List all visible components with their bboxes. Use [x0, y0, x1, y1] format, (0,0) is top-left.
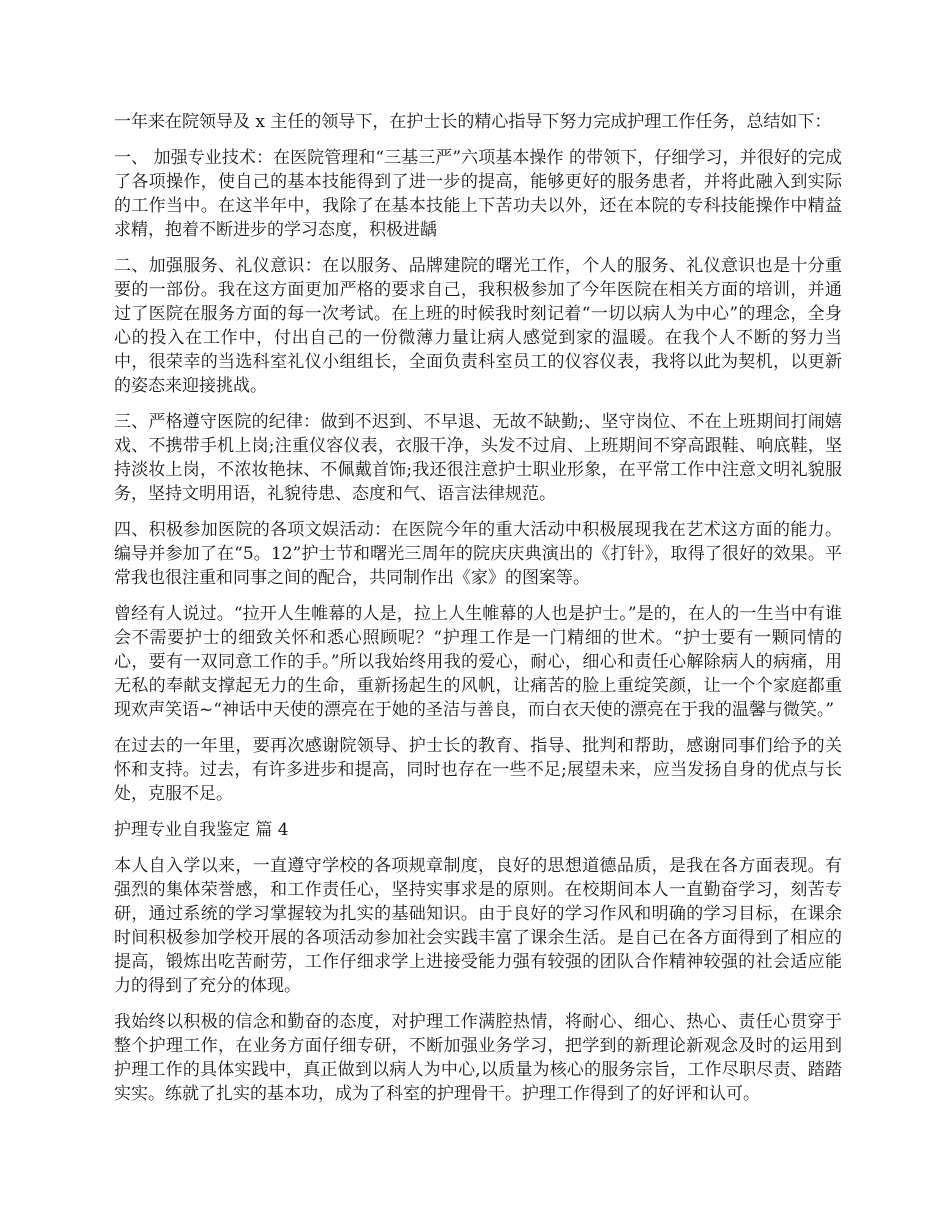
paragraph-nurse-quote: 曾经有人说过。“拉开人生帷幕的人是，拉上人生帷幕的人也是护士。”是的，在人的一生当中有谁会不需要护士的细致关怀和悉心照顾呢？“护理工作是一门精细的世术。“护士要有一颗同情的心，要有一双同意工作的手。”所以我始终用我的爱心，耐心，细心和责任心解除病人的病痛，用无私的奉献支撑起无力的生命，重新扬起生的风帆，让痛苦的脸上重绽笑颜，让一个个家庭都重现欢声笑语~“神话中天使的漂亮在于她的圣洁与善良，而白衣天使的漂亮在于我的温馨与微笑。” — [114, 604, 842, 720]
section-heading: 护理专业自我鉴定 篇 4 — [114, 820, 289, 840]
paragraph-school-self-assessment: 本人自入学以来，一直遵守学校的各项规章制度，良好的思想道德品质，是我在各方面表现。有强烈的集体荣誉感，和工作责任心，坚持实事求是的原则。在校期间本人一直勤奋学习，刻苦专研，通过系统的学习掌握较为扎实的基础知识。由于良好的学习作风和明确的学习目标，在课余时间积极参加学校开展的各项活动参加社会实践丰富了课余生活。是自己在各方面得到了相应的提高，锻炼出吃苦耐劳，工作仔细求学上进接受能力强有较强的团队合作精神较强的社会适应能力的得到了充分的体现。 — [114, 856, 842, 996]
paragraph-discipline: 三、严格遵守医院的纪律：做到不迟到、不早退、无故不缺勤;、坚守岗位、不在上班期间打闹嬉戏、不携带手机上岗;注重仪容仪表，衣服干净，头发不过肩、上班期间不穿高跟鞋、响底鞋，坚持淡妆上岗，不浓妆艳抹、不佩戴首饰;我还很注意护士职业形象，在平常工作中注意文明礼貌服务，坚持文明用语，礼貌待患、态度和气、语言法律规范。 — [114, 412, 842, 504]
paragraph-intro: 一年来在院领导及 x 主任的领导下，在护士长的精心指导下努力完成护理工作任务，总结如下： — [114, 112, 832, 132]
paragraph-professional-skills: 一、 加强专业技术：在医院管理和“三基三严”六项基本操作 的带领下，仔细学习，并很好的完成了各项操作，使自己的基本技能得到了进一步的提高，能够更好的服务患者，并将此融入到实际的工作当中。在这半年中，我除了在基本技能上下苦功夫以外，还在本院的专科技能操作中精益求精，抱着不断进步的学习态度，积极进龋 — [114, 148, 842, 240]
document-page — [114, 110, 842, 1118]
paragraph-service-etiquette: 二、加强服务、礼仪意识：在以服务、品牌建院的曙光工作，个人的服务、礼仪意识也是十分重要的一部份。我在这方面更加严格的要求自己，我积极参加了今年医院在相关方面的培训，并通过了医院在服务方面的每一次考试。在上班的时候我时刻记着“一切以病人为中心”的理念，全身心的投入在工作中，付出自己的一份微薄力量让病人感觉到家的温暖。在我个人不断的努力当中，很荣幸的当选科室礼仪小组组长，全面负责科室员工的仪容仪表，我将以此为契机，以更新的姿态来迎接挑战。 — [114, 256, 842, 396]
paragraph-summary: 在过去的一年里，要再次感谢院领导、护士长的教育、指导、批判和帮助，感谢同事们给予的关怀和支持。过去，有许多进步和提高，同时也存在一些不足;展望未来，应当发扬自身的优点与长处，克服不足。 — [114, 736, 842, 804]
paragraph-activities: 四、积极参加医院的各项文娱活动：在医院今年的重大活动中积极展现我在艺术这方面的能力。编导并参加了在“5。12”护士节和曙光三周年的院庆庆典演出的《打针》，取得了很好的效果。平常我也很注重和同事之间的配合，共同制作出《家》的图案等。 — [114, 520, 842, 588]
paragraph-nursing-attitude: 我始终以积极的信念和勤奋的态度，对护理工作满腔热情，将耐心、细心、热心、责任心贯穿于整个护理工作，在业务方面仔细专研，不断加强业务学习，把学到的新理论新观念及时的运用到护理工作的具体实践中，真正做到以病人为中心,以质量为核心的服务宗旨，工作尽职尽责、踏踏实实。练就了扎实的基本功，成为了科室的护理骨干。护理工作得到了的好评和认可。 — [114, 1012, 842, 1104]
